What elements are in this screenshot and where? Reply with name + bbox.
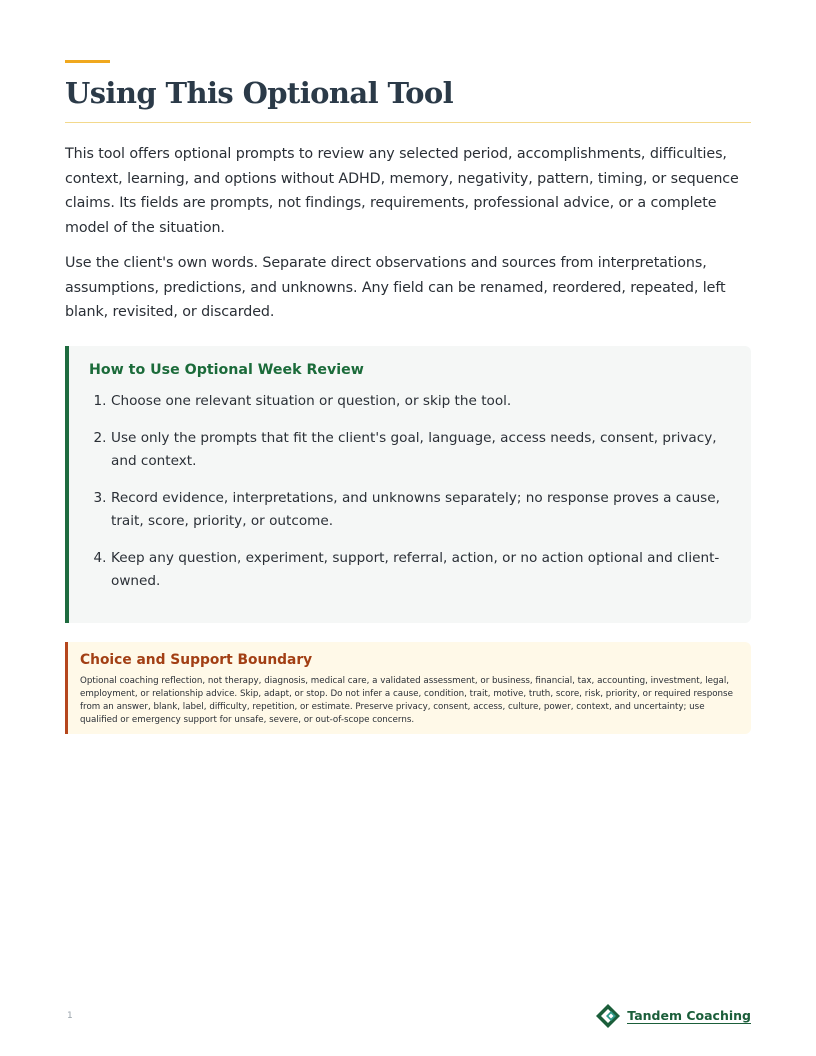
title-divider xyxy=(65,122,751,123)
page-title: Using This Optional Tool xyxy=(65,76,454,110)
step-number: 2 . xyxy=(94,427,107,451)
diamond-logo-icon xyxy=(595,1003,623,1029)
title-accent-bar xyxy=(65,60,110,63)
brand-logo xyxy=(595,1003,751,1029)
boundary-title: Choice and Support Boundary xyxy=(80,652,313,668)
list-item xyxy=(89,427,729,474)
page-number: 1 xyxy=(67,1011,73,1021)
step-text: Record evidence, interpretations, and unknowns separately; no response proves a cause, trait, score, priority, or outcome. xyxy=(111,489,720,529)
boundary-callout xyxy=(65,642,751,734)
brand-name: Tandem Coaching xyxy=(627,1007,751,1023)
page xyxy=(65,0,751,1056)
step-text: Use only the prompts that fit the client's goal, language, access needs, consent, privacy, and context. xyxy=(111,429,717,469)
step-number: 3 . xyxy=(94,487,107,511)
step-text: Choose one relevant situation or question, or skip the tool. xyxy=(111,393,512,409)
intro-paragraph-2: Use the client's own words. Separate direct observations and sources from interpretations, assumptions, predictions, and unknowns. Any field can be renamed, reordered, repeated, left blank, revisited, or discarded. xyxy=(65,255,726,321)
step-number: 4 . xyxy=(94,547,107,571)
list-item xyxy=(89,547,729,594)
step-text: Keep any question, experiment, support, referral, action, or no action optional and client-owned. xyxy=(111,549,720,589)
list-item xyxy=(89,390,729,414)
list-item xyxy=(89,487,729,534)
how-to-title: How to Use Optional Week Review xyxy=(89,362,364,378)
intro-paragraph-1: This tool offers optional prompts to review any selected period, accomplishments, difficulties, context, learning, and options without ADHD, memory, negativity, pattern, timing, or sequence claims. Its fields are prompts, not findings, requirements, professional advice, or a complete model of the situation. xyxy=(65,146,739,236)
how-to-steps xyxy=(89,390,729,607)
boundary-text: Optional coaching reflection, not therapy, diagnosis, medical care, a validated assessment, or business, financial, tax, accounting, investment, legal, employment, or relationship advice. Skip, adapt, or stop. Do not infer a cause, condition, trait, motive, truth, score, risk, priority, or required response from an answer, blank, label, difficulty, repetition, or estimate. Preserve privacy, consent, access, culture, power, context, and uncertainty; use qualified or emergency support for unsafe, severe, or out-of-scope concerns. xyxy=(80,676,733,725)
step-number: 1 . xyxy=(94,390,107,414)
how-to-callout xyxy=(65,346,751,623)
